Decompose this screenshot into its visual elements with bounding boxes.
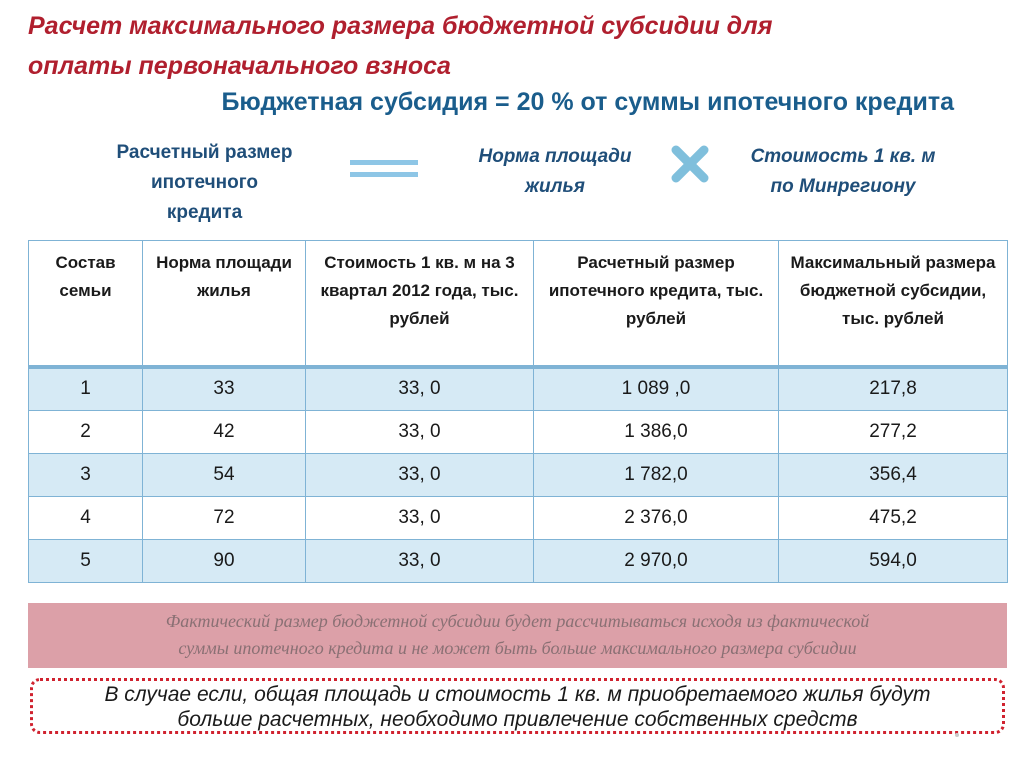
formula-term-sqm-cost-line: Стоимость 1 кв. м [750, 146, 936, 167]
table-cell: 33, 0 [306, 497, 534, 540]
formula-term-sqm-cost [718, 142, 968, 202]
table-cell: 33, 0 [306, 367, 534, 411]
table-header-row [29, 241, 1008, 367]
table-cell: 1 782,0 [534, 454, 779, 497]
column-header-max-subsidy: Максимальный размера бюджетной субсидии, тыс. рублей [779, 241, 1008, 367]
table-cell: 5 [29, 540, 143, 583]
table-cell: 2 [29, 411, 143, 454]
table-cell: 54 [143, 454, 306, 497]
actual-subsidy-note-line: суммы ипотечного кредита и не может быть больше максимального размера субсидии [178, 638, 857, 658]
formula-term-loan-line: ипотечного [150, 172, 259, 193]
table-cell: 42 [143, 411, 306, 454]
own-funds-warning-line: В случае если, общая площадь и стоимость 1 кв. м приобретаемого жилья будут [104, 683, 931, 706]
slide-title-line-1: Расчет максимального размера бюджетной субсидии для [28, 12, 773, 40]
table-cell: 33, 0 [306, 454, 534, 497]
table-cell: 356,4 [779, 454, 1008, 497]
table-cell: 33, 0 [306, 411, 534, 454]
column-header-area-norm: Норма площади жилья [143, 241, 306, 367]
table-cell: 594,0 [779, 540, 1008, 583]
table-cell: 217,8 [779, 367, 1008, 411]
table-cell: 3 [29, 454, 143, 497]
table-cell: 475,2 [779, 497, 1008, 540]
own-funds-warning [30, 678, 1005, 734]
multiply-icon [668, 142, 712, 186]
table-row [29, 540, 1008, 583]
formula-term-sqm-cost-line: по Минрегиону [770, 176, 916, 197]
table-cell: 1 089 ,0 [534, 367, 779, 411]
decorative-dot [955, 733, 959, 737]
table-cell: 1 [29, 367, 143, 411]
table-cell: 33 [143, 367, 306, 411]
formula-term-area-norm-line: жилья [525, 176, 585, 197]
table-cell: 33, 0 [306, 540, 534, 583]
table-row [29, 454, 1008, 497]
column-header-sqm-cost: Стоимость 1 кв. м на 3 квартал 2012 года, тыс. рублей [306, 241, 534, 367]
formula-term-area-norm-line: Норма площади [478, 146, 632, 167]
table-cell: 1 386,0 [534, 411, 779, 454]
actual-subsidy-note-line: Фактический размер бюджетной субсидии будет рассчитываться исходя из фактической [165, 611, 870, 631]
formula-term-loan-line: Расчетный размер [116, 142, 293, 163]
table-row [29, 367, 1008, 411]
table-row [29, 497, 1008, 540]
formula-term-area-norm [445, 142, 665, 202]
table-cell: 2 970,0 [534, 540, 779, 583]
column-header-family-size: Состав семьи [29, 241, 143, 367]
table-cell: 90 [143, 540, 306, 583]
formula-term-loan [92, 138, 317, 228]
slide-title [28, 6, 988, 86]
table-cell: 277,2 [779, 411, 1008, 454]
actual-subsidy-note [28, 603, 1007, 668]
own-funds-warning-line: больше расчетных, необходимо привлечение собственных средств [177, 708, 858, 731]
table-row [29, 411, 1008, 454]
equals-icon [350, 160, 418, 180]
table-cell: 2 376,0 [534, 497, 779, 540]
formula-term-loan-line: кредита [166, 202, 243, 223]
slide-title-line-2: оплаты первоначального взноса [28, 52, 451, 80]
column-header-loan-amount: Расчетный размер ипотечного кредита, тыс. рублей [534, 241, 779, 367]
subsidy-table [28, 240, 1008, 583]
table-cell: 4 [29, 497, 143, 540]
table-cell: 72 [143, 497, 306, 540]
formula-subtitle: Бюджетная субсидия = 20 % от суммы ипотечного кредита [221, 88, 954, 116]
